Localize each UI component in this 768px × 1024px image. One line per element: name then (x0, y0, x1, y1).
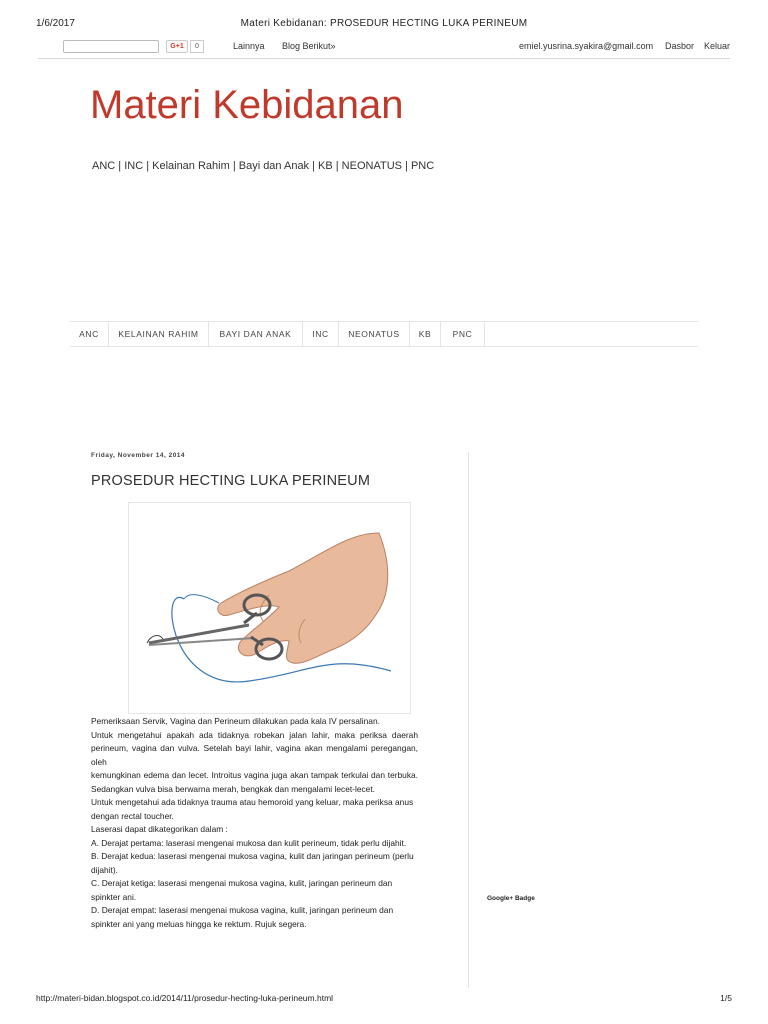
post-paragraph: D. Derajat empat: laserasi mengenai mukosa vagina, kulit, jaringan perineum dan (91, 905, 394, 915)
post-paragraph: B. Derajat kedua: laserasi mengenai mukosa vagina, kulit dan jaringan perineum (perlu (91, 851, 414, 861)
tab-bayi-dan-anak[interactable]: BAYI DAN ANAK (209, 322, 303, 346)
post-paragraph: dengan rectal toucher. (91, 810, 174, 821)
post-image[interactable] (128, 502, 411, 714)
print-page-number: 1/5 (720, 993, 732, 1003)
gplus-count: 0 (190, 40, 204, 53)
blog-description: ANC | INC | Kelainan Rahim | Bayi dan Anak | KB | NEONATUS | PNC (92, 160, 435, 172)
tab-anc[interactable]: ANC (70, 322, 109, 346)
post-paragraph: C. Derajat ketiga: laserasi mengenai mukosa vagina, kulit, jaringan perineum dan (91, 878, 393, 888)
blog-title[interactable]: Materi Kebidanan (90, 83, 404, 127)
google-plus-badge-title: Google+ Badge (487, 895, 535, 902)
post-paragraph: dijahit). (91, 864, 118, 875)
post-paragraph: Untuk mengetahui ada tidaknya trauma atau hemoroid yang keluar, maka periksa anus (91, 797, 414, 807)
page-tabs (70, 321, 698, 347)
post-date: Friday, November 14, 2014 (91, 452, 186, 459)
tab-inc[interactable]: INC (303, 322, 339, 346)
post-paragraph: spinkter ani. (91, 891, 137, 902)
dashboard-link[interactable]: Dasbor (665, 41, 695, 51)
tab-pnc[interactable]: PNC (441, 322, 485, 346)
print-header (36, 18, 732, 32)
gplus-button[interactable]: G+1 (166, 40, 188, 53)
post-paragraph: A. Derajat pertama: laserasi mengenai mukosa dan kulit perineum, tidak perlu dijahit. (91, 837, 407, 848)
search-input[interactable] (63, 40, 159, 53)
post-paragraph: perineum, vagina dan vulva. Setelah bayi lahir, vagina akan mengalami peregangan, oleh (91, 743, 418, 767)
post-title[interactable]: PROSEDUR HECTING LUKA PERINEUM (91, 473, 371, 489)
print-footer-url: http://materi-bidan.blogspot.co.id/2014/11/prosedur-hecting-luka-perineum.html (36, 993, 334, 1003)
sidebar-divider (468, 452, 469, 988)
post-paragraph: Untuk mengetahui apakah ada tidaknya robekan jalan lahir, maka periksa daerah (91, 729, 418, 740)
next-blog-link[interactable]: Blog Berikut» (282, 41, 336, 51)
tab-kb[interactable]: KB (410, 322, 441, 346)
post-paragraph: Laserasi dapat dikategorikan dalam : (91, 824, 228, 834)
print-date: 1/6/2017 (36, 18, 75, 29)
post-body (91, 715, 418, 931)
post-paragraph: Sedangkan vulva bisa berwarna merah, bengkak dan mengalami lecet-lecet. (91, 783, 375, 794)
post-paragraph: spinkter ani yang meluas hingga ke rektum. Rujuk segera. (91, 918, 307, 929)
post-paragraph: kemungkinan edema dan lecet. Introitus vagina juga akan tampak terkulai dan terbuka. (91, 770, 418, 780)
blogger-navbar (38, 37, 730, 59)
post-paragraph: Pemeriksaan Servik, Vagina dan Perineum dilakukan pada kala IV persalinan. (91, 716, 380, 726)
more-link[interactable]: Lainnya (233, 41, 265, 51)
tab-kelainan-rahim[interactable]: KELAINAN RAHIM (109, 322, 209, 346)
suturing-hand-illustration (129, 503, 410, 713)
logout-link[interactable]: Keluar (704, 41, 731, 51)
print-title: Materi Kebidanan: PROSEDUR HECTING LUKA PERINEUM (240, 18, 528, 29)
tab-neonatus[interactable]: NEONATUS (339, 322, 410, 346)
user-email: emiel.yusrina.syakira@gmail.com (519, 41, 654, 51)
